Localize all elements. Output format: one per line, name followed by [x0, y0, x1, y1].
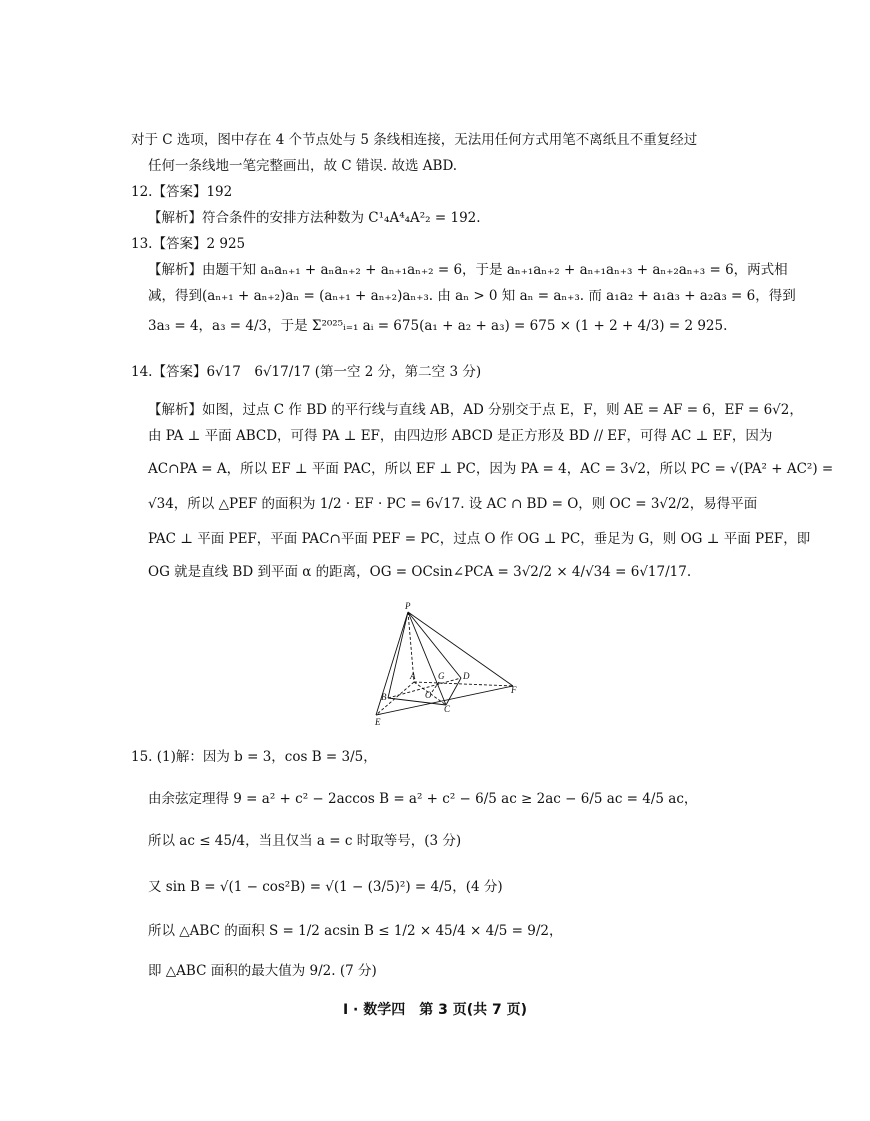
text-line: 所以 ac ≤ 45/4，当且仅当 a = c 时取等号，(3 分) — [148, 833, 462, 849]
label-F: F — [511, 685, 517, 695]
label-P: P — [405, 601, 411, 611]
text-line: OG 就是直线 BD 到平面 α 的距离，OG = OCsin∠PCA = 3√2/2 × 4/√34 = 6√17/17. — [148, 564, 692, 580]
text-line: 减，得到(aₙ₊₁ + aₙ₊₂)aₙ = (aₙ₊₁ + aₙ₊₂)aₙ₊₃. 由 aₙ > 0 知 aₙ = aₙ₊₃. 而 a₁a₂ + a₁a₃ + a₂a₃ = 6，得到 — [148, 288, 796, 304]
text-line: 对于 C 选项，图中存在 4 个节点处与 5 条线相连接，无法用任何方式用笔不离纸且不重复经过 — [131, 132, 698, 148]
text-line: PAC ⊥ 平面 PEF，平面 PAC∩平面 PEF = PC，过点 O 作 OG ⊥ PC，垂足为 G，则 OG ⊥ 平面 PEF，即 — [148, 531, 811, 547]
text-line: 【解析】符合条件的安排方法种数为 C¹₄A⁴₄A²₂ = 192. — [148, 210, 481, 226]
text-line: 所以 △ABC 的面积 S = 1/2 acsin B ≤ 1/2 × 45/4 × 4/5 = 9/2， — [148, 923, 563, 939]
answer-heading-14: 14.【答案】6√17 6√17/17 (第一空 2 分，第二空 3 分) — [131, 364, 482, 380]
text-line: AC∩PA = A，所以 EF ⊥ 平面 PAC，所以 EF ⊥ PC，因为 PA = 4，AC = 3√2，所以 PC = √(PA² + AC²) = — [148, 461, 834, 477]
label-D: D — [463, 671, 470, 681]
text-line: 又 sin B = √(1 − cos²B) = √(1 − (3/5)²) = 4/5，(4 分) — [148, 879, 503, 895]
text-line: 【解析】如图，过点 C 作 BD 的平行线与直线 AB，AD 分别交于点 E，F，则 AE = AF = 6，EF = 6√2， — [148, 402, 803, 418]
page-footer: Ⅰ · 数学四 第 3 页(共 7 页) — [342, 1002, 528, 1018]
text-line: 即 △ABC 面积的最大值为 9/2. (7 分) — [148, 963, 377, 979]
label-A: A — [410, 671, 416, 681]
text-line: 由 PA ⊥ 平面 ABCD，可得 PA ⊥ EF，由四边形 ABCD 是正方形及 BD // EF，可得 AC ⊥ EF，因为 — [148, 428, 773, 444]
text-line: 3a₃ = 4，a₃ = 4/3，于是 Σ²⁰²⁵ᵢ₌₁ aᵢ = 675(a₁ + a₂ + a₃) = 675 × (1 + 2 + 4/3) = 2 925. — [148, 318, 728, 334]
text-line: 【解析】由题干知 aₙaₙ₊₁ + aₙaₙ₊₂ + aₙ₊₁aₙ₊₂ = 6，于是 aₙ₊₁aₙ₊₂ + aₙ₊₁aₙ₊₃ + aₙ₊₂aₙ₊₃ = 6，两式相 — [148, 262, 788, 278]
answer-heading-13: 13.【答案】2 925 — [131, 236, 246, 252]
label-C: C — [444, 704, 451, 714]
answer-heading-15: 15. (1)解：因为 b = 3，cos B = 3/5， — [131, 749, 377, 765]
label-E: E — [375, 717, 381, 727]
label-B: B — [381, 692, 387, 702]
pyramid-figure — [368, 600, 528, 730]
answer-heading-12: 12.【答案】192 — [131, 184, 233, 200]
text-line: 由余弦定理得 9 = a² + c² − 2accos B = a² + c² − 6/5 ac ≥ 2ac − 6/5 ac = 4/5 ac， — [148, 791, 698, 807]
label-G: G — [438, 671, 445, 681]
text-line: 任何一条线地一笔完整画出，故 C 错误. 故选 ABD. — [148, 158, 458, 174]
label-O: O — [425, 690, 432, 700]
text-line: √34，所以 △PEF 的面积为 1/2 · EF · PC = 6√17. 设 AC ∩ BD = O，则 OC = 3√2/2，易得平面 — [148, 496, 758, 512]
